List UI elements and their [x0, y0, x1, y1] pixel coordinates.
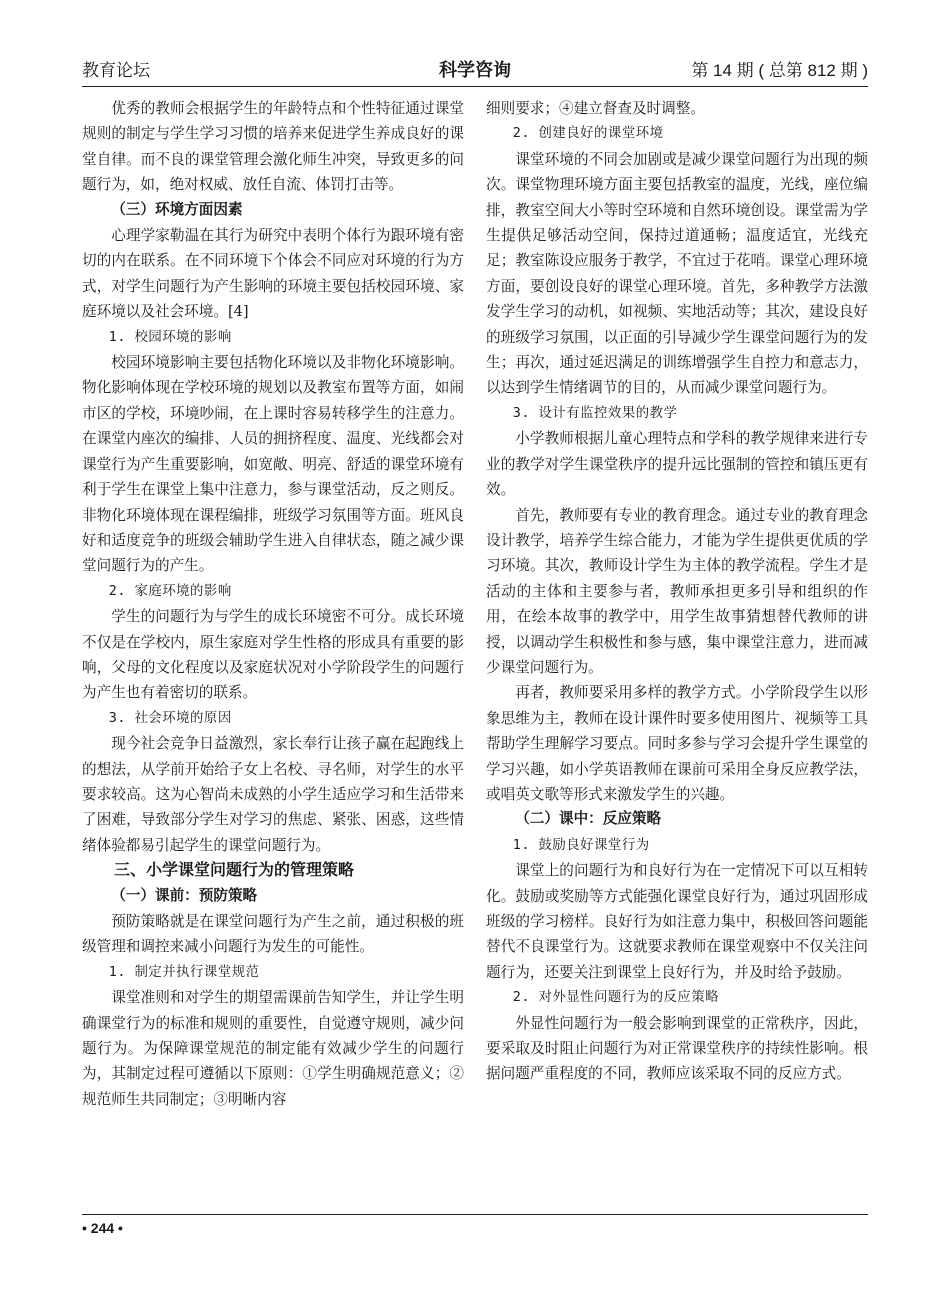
sub-subsection-heading: 1. 校园环境的影响 — [108, 329, 232, 345]
right-column — [486, 96, 868, 1087]
sub-subsection-heading: 2. 家庭环境的影响 — [108, 583, 232, 599]
sub-subsection-heading: 3. 设计有监控效果的教学 — [512, 405, 678, 421]
footer-rule — [82, 1214, 868, 1215]
sub-subsection-heading: 3. 社会环境的原因 — [108, 710, 232, 726]
sub-subsection-heading: 2. 创建良好的课堂环境 — [512, 126, 664, 142]
left-column — [82, 96, 464, 1112]
paragraph: 心理学家勒温在其行为研究中表明个体行为跟环境有密切的内在联系。在不同环境下个体会不同应对环境的行为方式，对学生问题行为产生影响的环境主要包括校园环境、家庭环境以及社会环境。[4] — [82, 227, 464, 321]
paragraph: 预防策略就是在课堂问题行为产生之前，通过积极的班级管理和调控来减小问题行为发生的可能性。 — [82, 913, 464, 956]
paragraph: 课堂环境的不同会加剧或是减少课堂问题行为出现的频次。课堂物理环境方面主要包括教室的温度，光线，座位编排，教室空间大小等时空环境和自然环境创设。课堂需为学生提供足够活动空间，保持过道通畅；温度适宜，光线充足；教室陈设应服务于教学，不宜过于花哨。课堂心理环境方面，要创设良好的课堂心理环境。首先，多种教学方法激发学生学习的动机，如视频、实地活动等；其次，建设良好的班级学习氛围，以正面的引导减少学生课堂问题行为的发生；再次，通过延迟满足的训练增强学生自控力和意志力，以达到学生情绪调节的目的，从而减少课堂问题行为。 — [486, 150, 868, 397]
paragraph: 课堂上的问题行为和良好行为在一定情况下可以互相转化。鼓励或奖励等方式能强化课堂良好行为，通过巩固形成班级的学习榜样。良好行为如注意力集中，积极回答问题能替代不良课堂行为。这就要求教师在课堂观察中不仅关注问题行为，还要关注到课堂上良好行为，并及时给予鼓励。 — [486, 862, 868, 981]
paragraph: 现今社会竞争日益激烈，家长奉行让孩子赢在起跑线上的想法，从学前开始给子女上名校、寻名师，对学生的水平要求较高。这为心智尚未成熟的小学生适应学习和生活带来了困难，导致部分学生对学习的焦虑、紧张、困惑，这些情绪体验都易引起学生的课堂问题行为。 — [82, 735, 464, 854]
sub-subsection-heading: 1. 鼓励良好课堂行为 — [512, 837, 650, 853]
page-header — [82, 52, 868, 84]
subsection-heading: （一）课前：预防策略 — [111, 887, 258, 904]
section-heading: 三、小学课堂问题行为的管理策略 — [114, 862, 355, 880]
page-number: • 244 • — [82, 1220, 123, 1236]
paragraph: 首先，教师要有专业的教育理念。通过专业的教育理念设计教学，培养学生综合能力，才能为学生提供更优质的学习环境。其次，教师设计学生为主体的教学流程。学生才是活动的主体和主要参与者，教师承担更多引导和组织的作用，在绘本故事的教学中，用学生故事猜想替代教师的讲授，以调动学生积极性和参与感，集中课堂注意力，进而减少课堂问题行为。 — [486, 506, 868, 676]
paragraph: 学生的问题行为与学生的成长环境密不可分。成长环境不仅是在学校内，原生家庭对学生性格的形成具有重要的影响，父母的文化程度以及家庭状况对小学阶段学生的问题行为产生也有着密切的联系。 — [82, 608, 464, 702]
paragraph: 再者，教师要采用多样的教学方式。小学阶段学生以形象思维为主，教师在设计课件时要多使用图片、视频等工具帮助学生理解学习要点。同时多参与学习会提升学生课堂的学习兴趣，如小学英语教师在课前可采用全身反应教学法，或唱英文歌等形式来激发学生的兴趣。 — [486, 684, 868, 803]
paragraph: 外显性问题行为一般会影响到课堂的正常秩序，因此，要采取及时阻止问题行为对正常课堂秩序的持续性影响。根据问题严重程度的不同，教师应该采取不同的反应方式。 — [486, 1014, 868, 1083]
paragraph: 校园环境影响主要包括物化环境以及非物化环境影响。物化影响体现在学校环境的规划以及教室布置等方面，如闹市区的学校，环境吵闹，在上课时容易转移学生的注意力。在课堂内座次的编排、人员的拥挤程度、温度、光线都会对课堂行为产生重要影响，如宽敞、明亮、舒适的课堂环境有利于学生在课堂上集中注意力，参与课堂活动，反之则反。非物化环境体现在课程编排，班级学习氛围等方面。班风良好和适度竞争的班级会辅助学生进入自律状态，随之减少课堂问题行为的产生。 — [82, 354, 464, 575]
header-rule — [82, 86, 868, 87]
header-section: 教育论坛 — [82, 61, 150, 80]
sub-subsection-heading: 1. 制定并执行课堂规范 — [108, 964, 260, 980]
journal-title: 科学咨询 — [439, 60, 511, 80]
paragraph: 细则要求；④建立督查及时调整。 — [486, 100, 705, 117]
paragraph: 小学教师根据儿童心理特点和学科的教学规律来进行专业的教学对学生课堂秩序的提升远比强制的管控和镇压更有效。 — [486, 430, 868, 499]
paragraph: 优秀的教师会根据学生的年龄特点和个性特征通过课堂规则的制定与学生学习习惯的培养来促进学生养成良好的课堂自律。而不良的课堂管理会激化师生冲突，导致更多的问题行为，如，绝对权威、放任自流、体罚打击等。 — [82, 100, 464, 194]
paragraph: 课堂准则和对学生的期望需课前告知学生，并让学生明确课堂行为的标准和规则的重要性，自觉遵守规则，减少问题行为。为保障课堂规范的制定能有效减少学生的问题行为，其制定过程可遵循以下原则：①学生明确规范意义；②规范师生共同制定；③明晰内容 — [82, 989, 464, 1108]
subsection-heading: （三）环境方面因素 — [111, 201, 243, 218]
sub-subsection-heading: 2. 对外显性问题行为的反应策略 — [512, 990, 720, 1006]
issue-number: 第 14 期 ( 总第 812 期 ) — [691, 61, 868, 80]
subsection-heading: （二）课中：反应策略 — [515, 811, 662, 828]
